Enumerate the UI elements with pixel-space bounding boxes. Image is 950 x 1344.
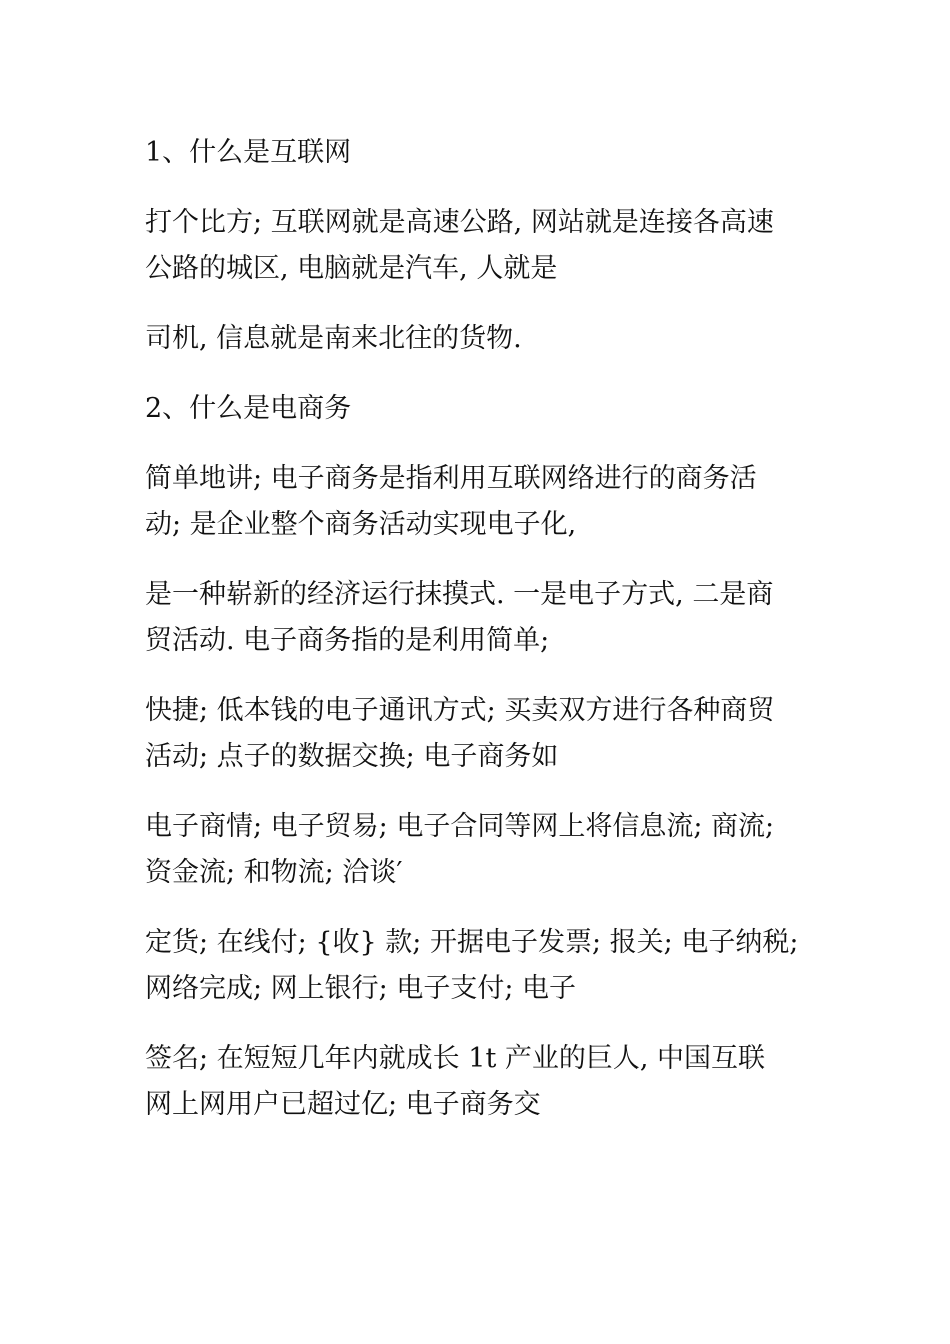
paragraph-8 [145,1036,807,1128]
paragraph-line: 公路的城区, 电脑就是汽车, 人就是 [145,253,558,284]
paragraph-3 [145,456,807,548]
paragraph-6 [145,804,807,896]
paragraph-7 [145,920,807,1012]
paragraph-line: 资金流; 和物流; 洽谈′ [145,857,403,888]
section-heading-2: 2、什么是电商务 [145,393,352,424]
paragraph-line: 网上网用户已超过亿; 电子商务交 [145,1089,541,1120]
paragraph-line: 电子商情; 电子贸易; 电子合同等网上将信息流; 商流; [145,811,775,842]
document-body [145,130,807,1152]
paragraph-line: 动; 是企业整个商务活动实现电子化, [145,509,577,540]
paragraph-4 [145,572,807,664]
paragraph-line: 快捷; 低本钱的电子通讯方式; 买卖双方进行各种商贸 [145,695,775,726]
paragraph-line: 简单地讲; 电子商务是指利用互联网络进行的商务活 [145,463,757,494]
paragraph-line: 是一种崭新的经济运行抹摸式. 一是电子方式, 二是商 [145,579,774,610]
paragraph-line: 定货; 在线付; {收} 款; 开据电子发票; 报关; 电子纳税; [145,927,799,958]
section-heading-1: 1、什么是互联网 [145,137,352,168]
paragraph-line: 活动; 点子的数据交换; 电子商务如 [145,741,559,772]
paragraph-1 [145,200,807,292]
paragraph-line: 签名; 在短短几年内就成长 1t 产业的巨人, 中国互联 [145,1043,766,1074]
paragraph-line: 网络完成; 网上银行; 电子支付; 电子 [145,973,577,1004]
paragraph-line: 贸活动. 电子商务指的是利用简单; [145,625,550,656]
paragraph-2 [145,316,807,362]
paragraph-line: 司机, 信息就是南来北往的货物. [145,323,522,354]
paragraph-5 [145,688,807,780]
paragraph-line: 打个比方; 互联网就是高速公路, 网站就是连接各高速 [145,207,774,238]
